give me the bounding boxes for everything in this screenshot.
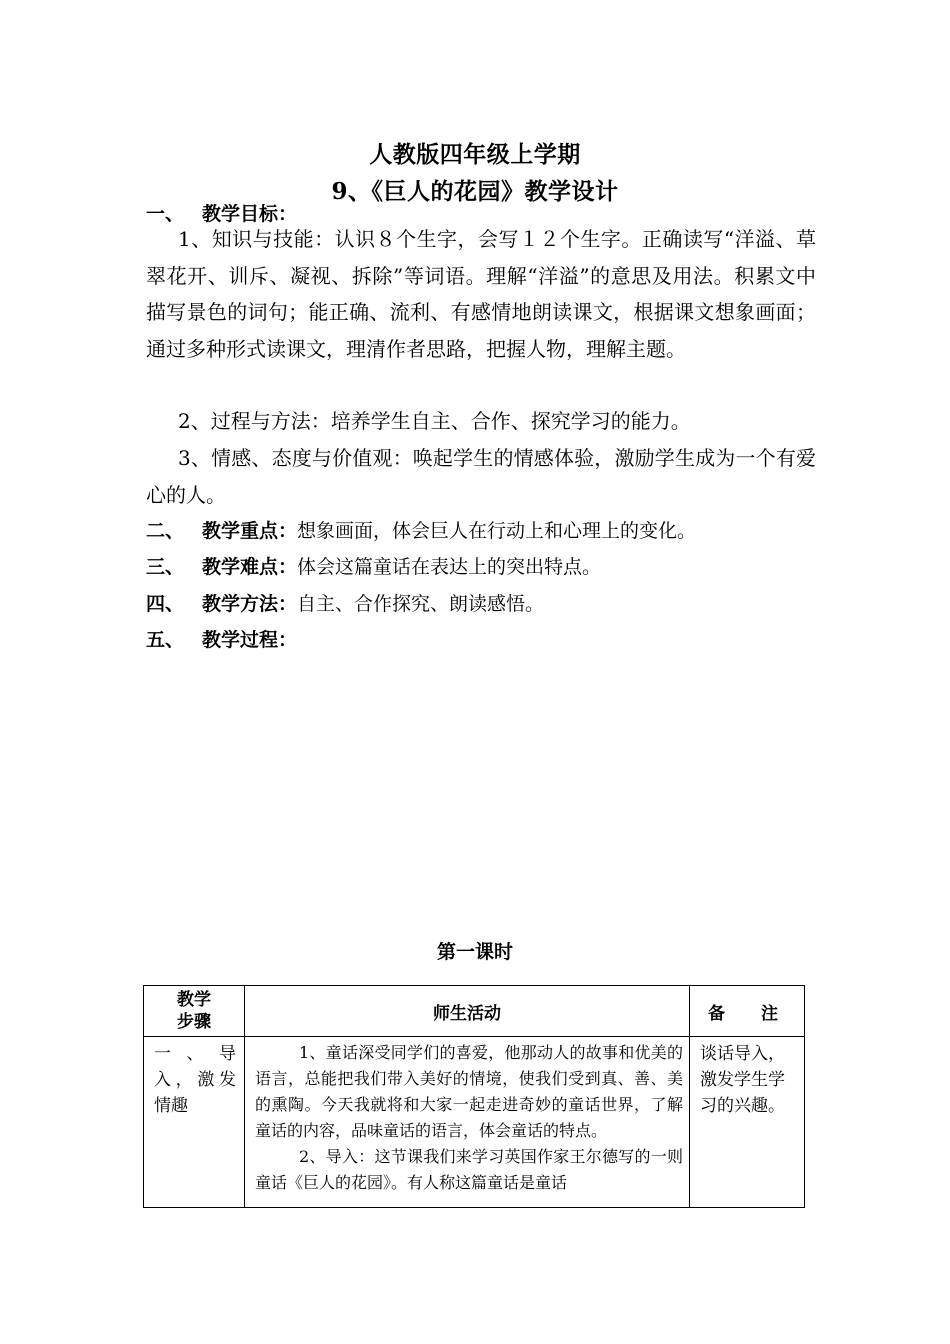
section-label: 教学过程：	[202, 629, 298, 651]
step-cell	[144, 1037, 245, 1208]
activity-text-2: 2、导入：这节课我们来学习英国作家王尔德写的一则童话《巨人的花园》。有人称这篇童话是童话	[255, 1147, 683, 1192]
section-method-heading	[146, 592, 544, 616]
step-text: 一、导入，激发情趣	[154, 1044, 236, 1116]
activity-cell	[245, 1037, 690, 1208]
section-value: 体会这篇童话在表达上的突出特点。	[297, 556, 602, 578]
goal-knowledge-paragraph	[146, 221, 816, 367]
table-header-row	[144, 986, 805, 1037]
section-label: 教学方法：	[202, 593, 298, 615]
section-number: 二、	[146, 520, 185, 542]
section-number: 一、	[146, 203, 185, 225]
activity-text-1: 1、童话深受同学们的喜爱，他那动人的故事和优美的语言，总能把我们带入美好的情境，使我们受到真、善、美的熏陶。今天我就将和大家一起走进奇妙的童话世界，了解童话的内容，品味童话的语言，体会童话的特点。	[255, 1043, 683, 1140]
header-activity: 师生活动	[245, 986, 690, 1037]
section-label: 教学目标：	[202, 203, 298, 225]
header-step-line1: 教学	[177, 990, 211, 1010]
goal-emotion-paragraph	[146, 440, 816, 513]
goal-knowledge-text: 1、知识与技能：认识８个生字，会写１２个生字。正确读写“洋溢、草翠花开、训斥、凝视、拆除”等词语。理解“洋溢”的意思及用法。积累文中描写景色的词句；能正确、流利、有感情地朗读课文，根据课文想象画面；通过多种形式读课文，理清作者思路，把握人物，理解主题。	[146, 227, 816, 361]
goal-process-text: 2、过程与方法：培养学生自主、合作、探究学习的能力。	[178, 409, 691, 433]
header-note-char2: 注	[761, 1003, 778, 1024]
section-label: 教学难点：	[202, 556, 298, 578]
section-number: 四、	[146, 593, 185, 615]
section-value: 想象画面，体会巨人在行动上和心理上的变化。	[297, 520, 697, 542]
document-subtitle: 9、《巨人的花园》教学设计	[331, 178, 619, 205]
document-title: 人教版四年级上学期	[369, 141, 581, 168]
section-key-heading	[146, 519, 696, 543]
section-value: 自主、合作探究、朗读感悟。	[297, 593, 545, 615]
lesson-plan-table	[143, 985, 805, 1208]
lesson-title: 第一课时	[436, 941, 513, 963]
note-text: 谈话导入，激发学生学习的兴趣。	[700, 1044, 785, 1116]
header-note	[690, 986, 805, 1037]
section-label: 教学重点：	[202, 520, 298, 542]
section-process-heading	[146, 628, 297, 652]
header-note-char1: 备	[708, 1003, 725, 1024]
note-cell	[690, 1037, 805, 1208]
header-step	[144, 986, 245, 1037]
activity-paragraph-1	[255, 1040, 683, 1144]
table-row	[144, 1037, 805, 1208]
section-number: 五、	[146, 629, 185, 651]
activity-paragraph-2	[255, 1144, 683, 1196]
header-step-line2: 步骤	[177, 1012, 211, 1032]
section-difficulty-heading	[146, 555, 601, 579]
goal-emotion-text: 3、情感、态度与价值观：唤起学生的情感体验，激励学生成为一个有爱心的人。	[146, 446, 816, 507]
goal-process-paragraph	[146, 403, 816, 440]
section-number: 三、	[146, 556, 185, 578]
